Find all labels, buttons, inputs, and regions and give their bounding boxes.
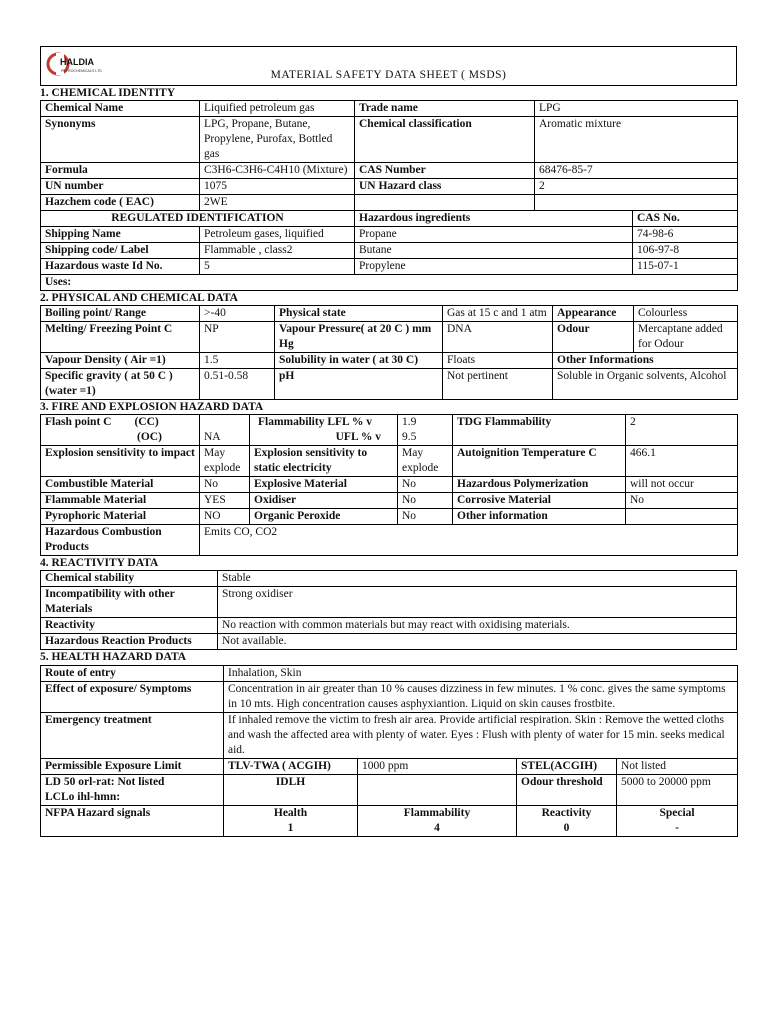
table-row	[41, 369, 738, 400]
ingredient-3-cas: 115-07-1	[633, 259, 738, 275]
oxidiser-value: No	[398, 493, 453, 509]
classification-value: Aromatic mixture	[535, 117, 738, 163]
msds-page	[40, 46, 737, 837]
nfpa-reactivity: Reactivity 0	[517, 806, 617, 837]
nfpa-label: NFPA Hazard signals	[41, 806, 224, 837]
table-row	[41, 163, 738, 179]
flash-point-oc-label: (OC)	[137, 431, 162, 443]
emergency-label: Emergency treatment	[41, 713, 224, 759]
shipping-code-label: Shipping code/ Label	[41, 243, 200, 259]
odour-value: Mercaptane added for Odour	[634, 322, 738, 353]
table-row	[41, 306, 738, 322]
solubility-value: Floats	[443, 353, 553, 369]
route-label: Route of entry	[41, 666, 224, 682]
un-hazard-class-value: 2	[535, 179, 738, 195]
nfpa-flammability: Flammability 4	[358, 806, 517, 837]
stability-label: Chemical stability	[41, 571, 218, 587]
incompatibility-label: Incompatibility with other Materials	[41, 587, 218, 618]
cas-no-label: CAS No.	[633, 211, 738, 227]
autoignition-label: Autoignition Temperature C	[453, 446, 626, 477]
table-row	[41, 117, 738, 163]
explosive-value: No	[398, 477, 453, 493]
table-row	[41, 634, 737, 650]
shipping-code-value: Flammable , class2	[200, 243, 355, 259]
organic-peroxide-value: No	[398, 509, 453, 525]
autoignition-value: 466.1	[626, 446, 738, 477]
table-row	[41, 713, 738, 759]
table-row	[41, 101, 738, 117]
chemical-name-label: Chemical Name	[41, 101, 200, 117]
shipping-name-label: Shipping Name	[41, 227, 200, 243]
oxidiser-label: Oxidiser	[250, 493, 398, 509]
table-row	[41, 195, 738, 211]
other-informations-value: Soluble in Organic solvents, Alcohol	[553, 369, 738, 400]
physical-state-label: Physical state	[275, 306, 443, 322]
combustible-label: Combustible Material	[41, 477, 200, 493]
reactivity-table	[40, 570, 737, 650]
physical-state-value: Gas at 15 c and 1 atm	[443, 306, 553, 322]
section-2-heading: 2. PHYSICAL AND CHEMICAL DATA	[40, 292, 238, 304]
idlh-label: IDLH	[224, 775, 358, 806]
tdg-flammability-value: 2	[626, 415, 738, 446]
solubility-label: Solubility in water ( at 30 C)	[275, 353, 443, 369]
table-row	[41, 806, 738, 837]
explosion-static-value: May explode	[398, 446, 453, 477]
ingredient-1: Propane	[355, 227, 633, 243]
reaction-products-value: Not available.	[218, 634, 737, 650]
appearance-label: Appearance	[553, 306, 634, 322]
table-row	[41, 259, 738, 275]
physical-chemical-table	[40, 305, 738, 400]
synonyms-value: LPG, Propane, Butane, Propylene, Purofax, Bottled gas	[200, 117, 355, 163]
boiling-point-value: >-40	[200, 306, 275, 322]
un-number-value: 1075	[200, 179, 355, 195]
nfpa-special: Special -	[617, 806, 738, 837]
ingredient-3: Propylene	[355, 259, 633, 275]
tlv-value: 1000 ppm	[358, 759, 517, 775]
table-row	[41, 587, 737, 618]
flammability-ufl-label: UFL % v	[335, 431, 381, 443]
tdg-flammability-label: TDG Flammability	[453, 415, 626, 446]
reaction-products-label: Hazardous Reaction Products	[41, 634, 218, 650]
table-row	[41, 775, 738, 806]
specific-gravity-value: 0.51-0.58	[200, 369, 275, 400]
combustion-products-value: Emits CO, CO2	[200, 525, 738, 556]
stel-label: STEL(ACGIH)	[517, 759, 617, 775]
reactivity-value: No reaction with common materials but may react with oxidising materials.	[218, 618, 737, 634]
table-row	[41, 759, 738, 775]
flash-point-cc-label: Flash point C (CC)	[45, 416, 159, 428]
table-row	[41, 682, 738, 713]
corrosive-label: Corrosive Material	[453, 493, 626, 509]
reactivity-label: Reactivity	[41, 618, 218, 634]
table-row	[41, 322, 738, 353]
synonyms-label: Synonyms	[41, 117, 200, 163]
document-header	[40, 46, 737, 86]
section-3-heading: 3. FIRE AND EXPLOSION HAZARD DATA	[40, 401, 264, 413]
table-row	[41, 227, 738, 243]
combustible-value: No	[200, 477, 250, 493]
cas-number-value: 68476-85-7	[535, 163, 738, 179]
table-row	[41, 446, 738, 477]
chemical-name-value: Liquified petroleum gas	[200, 101, 355, 117]
ph-value: Not pertinent	[443, 369, 553, 400]
trade-name-value: LPG	[535, 101, 738, 117]
polymerization-value: will not occur	[626, 477, 738, 493]
vapour-density-label: Vapour Density ( Air =1)	[41, 353, 200, 369]
incompatibility-value: Strong oxidiser	[218, 587, 737, 618]
flammable-label: Flammable Material	[41, 493, 200, 509]
flammability-lfl-label: Flammability LFL % v	[258, 416, 373, 428]
combustion-products-label: Hazardous Combustion Products	[41, 525, 200, 556]
effect-label: Effect of exposure/ Symptoms	[41, 682, 224, 713]
ingredient-2-cas: 106-97-8	[633, 243, 738, 259]
flammability-value: 1.9 9.5	[398, 415, 453, 446]
lclo-text: LCLo ihl-hmn:	[45, 791, 121, 803]
ph-label: pH	[275, 369, 443, 400]
stel-value: Not listed	[617, 759, 738, 775]
chemical-identity-table	[40, 100, 738, 291]
logo-subtext: PETROCHEMICALS LTD	[61, 69, 102, 73]
flash-point-label	[41, 415, 200, 446]
explosion-impact-label: Explosion sensitivity to impact	[41, 446, 200, 477]
un-hazard-class-label: UN Hazard class	[355, 179, 535, 195]
polymerization-label: Hazardous Polymerization	[453, 477, 626, 493]
classification-label: Chemical classification	[355, 117, 535, 163]
explosion-static-label: Explosion sensitivity to static electricity	[250, 446, 398, 477]
other-informations-label: Other Informations	[553, 353, 738, 369]
table-row	[41, 179, 738, 195]
formula-label: Formula	[41, 163, 200, 179]
trade-name-label: Trade name	[355, 101, 535, 117]
table-row	[41, 493, 738, 509]
melting-point-value: NP	[200, 322, 275, 353]
table-row	[41, 415, 738, 446]
hazardous-waste-value: 5	[200, 259, 355, 275]
tlv-label: TLV-TWA ( ACGIH)	[224, 759, 358, 775]
table-row	[41, 525, 738, 556]
table-row	[41, 618, 737, 634]
boiling-point-label: Boiling point/ Range	[41, 306, 200, 322]
ld50-text: LD 50 orl-rat: Not listed	[45, 776, 165, 788]
table-row	[41, 666, 738, 682]
vapour-pressure-value: DNA	[443, 322, 553, 353]
stability-value: Stable	[218, 571, 737, 587]
ld50-label	[41, 775, 224, 806]
ingredient-2: Butane	[355, 243, 633, 259]
appearance-value: Colourless	[634, 306, 738, 322]
flash-point-value: NA	[200, 415, 250, 446]
emergency-value: If inhaled remove the victim to fresh air area. Provide artificial respiration. Skin : Remove the wetted cloths and wash the affected area with plenty of water. Eyes : Flush with plenty of water for 15 min. seeks medical aid.	[224, 713, 738, 759]
uses-label: Uses:	[41, 275, 738, 291]
shipping-name-value: Petroleum gases, liquified	[200, 227, 355, 243]
health-hazard-table	[40, 665, 738, 837]
corrosive-value: No	[626, 493, 738, 509]
odour-label: Odour	[553, 322, 634, 353]
section-1-heading: 1. CHEMICAL IDENTITY	[40, 87, 176, 99]
explosion-impact-value: May explode	[200, 446, 250, 477]
fire-explosion-table	[40, 414, 738, 556]
pyrophoric-value: NO	[200, 509, 250, 525]
nfpa-health: Health 1	[224, 806, 358, 837]
ingredient-1-cas: 74-98-6	[633, 227, 738, 243]
section-5-heading: 5. HEALTH HAZARD DATA	[40, 651, 187, 663]
pyrophoric-label: Pyrophoric Material	[41, 509, 200, 525]
cas-number-label: CAS Number	[355, 163, 535, 179]
specific-gravity-label: Specific gravity ( at 50 C ) (water =1)	[41, 369, 200, 400]
table-row	[41, 275, 738, 291]
table-row	[41, 211, 738, 227]
other-information-label: Other information	[453, 509, 626, 525]
explosive-label: Explosive Material	[250, 477, 398, 493]
table-row	[41, 477, 738, 493]
exposure-limit-label: Permissible Exposure Limit	[41, 759, 224, 775]
table-row	[41, 509, 738, 525]
hazchem-label: Hazchem code ( EAC)	[41, 195, 200, 211]
odour-threshold-value: 5000 to 20000 ppm	[617, 775, 738, 806]
melting-point-label: Melting/ Freezing Point C	[41, 322, 200, 353]
hazardous-ingredients-label: Hazardous ingredients	[355, 211, 633, 227]
section-4-heading: 4. REACTIVITY DATA	[40, 557, 159, 569]
regulated-identification-label: REGULATED IDENTIFICATION	[41, 211, 355, 227]
table-row	[41, 353, 738, 369]
table-row	[41, 571, 737, 587]
logo-text: HALDIA	[60, 57, 94, 67]
document-title: MATERIAL SAFETY DATA SHEET ( MSDS)	[270, 69, 507, 81]
un-number-label: UN number	[41, 179, 200, 195]
organic-peroxide-label: Organic Peroxide	[250, 509, 398, 525]
vapour-pressure-label: Vapour Pressure( at 20 C ) mm Hg	[275, 322, 443, 353]
formula-value: C3H6-C3H6-C4H10 (Mixture)	[200, 163, 355, 179]
hazardous-waste-label: Hazardous waste Id No.	[41, 259, 200, 275]
odour-threshold-label: Odour threshold	[517, 775, 617, 806]
flammability-label	[250, 415, 398, 446]
vapour-density-value: 1.5	[200, 353, 275, 369]
flammable-value: YES	[200, 493, 250, 509]
table-row	[41, 243, 738, 259]
route-value: Inhalation, Skin	[224, 666, 738, 682]
effect-value: Concentration in air greater than 10 % causes dizziness in few minutes. 1 % conc. gives the same symptoms in 10 mts. High concentration causes asphyxiantion. Liquid on skin causes frostbite.	[224, 682, 738, 713]
hazchem-value: 2WE	[200, 195, 355, 211]
